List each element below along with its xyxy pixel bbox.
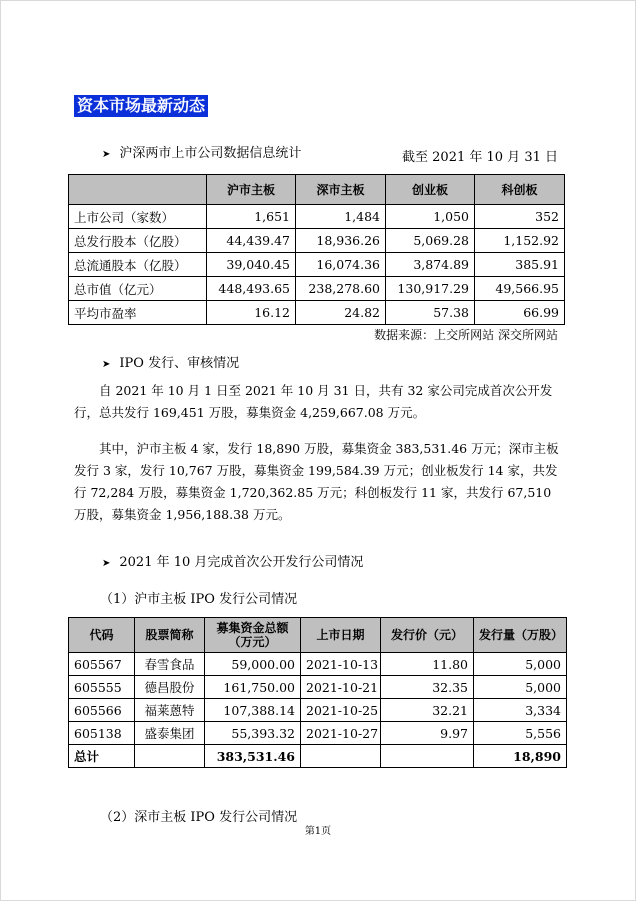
- data-source: 数据来源：上交所网站 深交所网站: [374, 328, 558, 342]
- arrow-bullet-icon: ➤: [102, 149, 111, 160]
- table-cell: 2021-10-13: [301, 653, 381, 676]
- total-amount: 383,531.46: [205, 745, 301, 768]
- table-row: [69, 699, 567, 722]
- ipo-heading: [102, 356, 239, 373]
- table-header-cell: 代码: [69, 618, 135, 653]
- table-cell: [135, 745, 205, 768]
- table-cell: 1,484: [296, 205, 386, 229]
- table-header-cell: 深市主板: [296, 175, 386, 205]
- table-row: [69, 676, 567, 699]
- stats-heading-text: 沪深两市上市公司数据信息统计: [119, 146, 302, 161]
- summary-paragraph: 自 2021 年 10 月 1 日至 2021 年 10 月 31 日，共有 32 家公司完成首次公开发行，总共发行 169,451 万股，募集资金 4,259,667.08 万元。: [74, 383, 553, 420]
- table-cell: 5,556: [474, 722, 567, 745]
- table-cell: 385.91: [475, 253, 565, 277]
- table-cell: 11.80: [381, 653, 474, 676]
- table-cell: 24.82: [296, 301, 386, 325]
- table-cell: 2021-10-25: [301, 699, 381, 722]
- oct-ipo-heading: [102, 555, 363, 572]
- arrow-bullet-icon: ➤: [102, 359, 111, 370]
- table-row: [69, 205, 565, 229]
- table-header-cell: 上市日期: [301, 618, 381, 653]
- table-cell: 39,040.45: [207, 253, 296, 277]
- oct-ipo-heading-text: 2021 年 10 月完成首次公开发行公司情况: [119, 555, 364, 570]
- table-cell: 107,388.14: [205, 699, 301, 722]
- table-cell: 春雪食品: [135, 653, 205, 676]
- arrow-bullet-icon: ➤: [102, 558, 111, 569]
- table-cell: 44,439.47: [207, 229, 296, 253]
- table-cell: 66.99: [475, 301, 565, 325]
- table-header-cell: 沪市主板: [207, 175, 296, 205]
- table-row: [69, 653, 567, 676]
- table-header-cell: [69, 175, 207, 205]
- table-cell: 16.12: [207, 301, 296, 325]
- table-cell: 161,750.00: [205, 676, 301, 699]
- total-volume: 18,890: [474, 745, 567, 768]
- table-row: [69, 722, 567, 745]
- table-row: [69, 253, 565, 277]
- table-cell: 605138: [69, 722, 135, 745]
- table-row: [69, 277, 565, 301]
- table-cell: [301, 745, 381, 768]
- table-row: [69, 229, 565, 253]
- row-label: 上市公司（家数）: [69, 205, 207, 229]
- table-header-cell: 发行量（万股）: [474, 618, 567, 653]
- table-cell: 盛泰集团: [135, 722, 205, 745]
- table-header-cell: 科创板: [475, 175, 565, 205]
- table-cell: 238,278.60: [296, 277, 386, 301]
- table-cell: 605567: [69, 653, 135, 676]
- sh-main-board-subheading: （1）沪市主板 IPO 发行公司情况: [100, 592, 298, 607]
- stats-heading: [102, 146, 301, 163]
- table-cell: 352: [475, 205, 565, 229]
- sz-main-board-subheading: （2）深市主板 IPO 发行公司情况: [100, 810, 298, 825]
- table-cell: 1,050: [386, 205, 475, 229]
- table-header-row: [69, 618, 567, 653]
- section-title: 资本市场最新动态: [74, 95, 208, 117]
- table-cell: 605555: [69, 676, 135, 699]
- breakdown-paragraph: 其中，沪市主板 4 家，发行 18,890 万股，募集资金 383,531.46 万元；深市主板发行 3 家，发行 10,767 万股，募集资金 199,584.39 万元；创业板发行 14 家，共发行 72,284 万股，募集资金 1,720,362.85 万元；科创板发行 11 家，共发行 67,510 万股，募集资金 1,956,188.38 万元。: [74, 441, 559, 522]
- page-number: 第1页: [304, 826, 332, 837]
- table-header-cell: 募集资金总额（万元）: [205, 618, 301, 653]
- table-cell: 5,069.28: [386, 229, 475, 253]
- table-header-cell: 创业板: [386, 175, 475, 205]
- table-cell: 3,874.89: [386, 253, 475, 277]
- table-cell: 59,000.00: [205, 653, 301, 676]
- table-cell: 9.97: [381, 722, 474, 745]
- table-cell: 1,152.92: [475, 229, 565, 253]
- table-cell: 49,566.95: [475, 277, 565, 301]
- table-cell: 德昌股份: [135, 676, 205, 699]
- table-cell: 2021-10-21: [301, 676, 381, 699]
- as-of-date: 截至 2021 年 10 月 31 日: [402, 150, 558, 165]
- row-label: 总市值（亿元）: [69, 277, 207, 301]
- table-cell: 3,334: [474, 699, 567, 722]
- table-cell: 32.35: [381, 676, 474, 699]
- table-header-cell: 发行价（元）: [381, 618, 474, 653]
- table-cell: 32.21: [381, 699, 474, 722]
- table-header-row: [69, 175, 565, 205]
- table-cell: 18,936.26: [296, 229, 386, 253]
- row-label: 总发行股本（亿股）: [69, 229, 207, 253]
- row-label: 总流通股本（亿股）: [69, 253, 207, 277]
- total-label: 总计: [69, 745, 135, 768]
- table-cell: 2021-10-27: [301, 722, 381, 745]
- sh-ipo-table: [68, 617, 567, 768]
- ipo-heading-text: IPO 发行、审核情况: [119, 356, 240, 371]
- table-cell: 福莱蒽特: [135, 699, 205, 722]
- table-cell: 57.38: [386, 301, 475, 325]
- table-cell: 448,493.65: [207, 277, 296, 301]
- table-cell: 130,917.29: [386, 277, 475, 301]
- table-cell: 55,393.32: [205, 722, 301, 745]
- stats-table: [68, 174, 565, 325]
- total-row: [69, 745, 567, 768]
- table-cell: 605566: [69, 699, 135, 722]
- table-cell: 5,000: [474, 676, 567, 699]
- table-cell: 16,074.36: [296, 253, 386, 277]
- table-header-cell: 股票简称: [135, 618, 205, 653]
- table-cell: 5,000: [474, 653, 567, 676]
- table-row: [69, 301, 565, 325]
- table-cell: [381, 745, 474, 768]
- table-cell: 1,651: [207, 205, 296, 229]
- row-label: 平均市盈率: [69, 301, 207, 325]
